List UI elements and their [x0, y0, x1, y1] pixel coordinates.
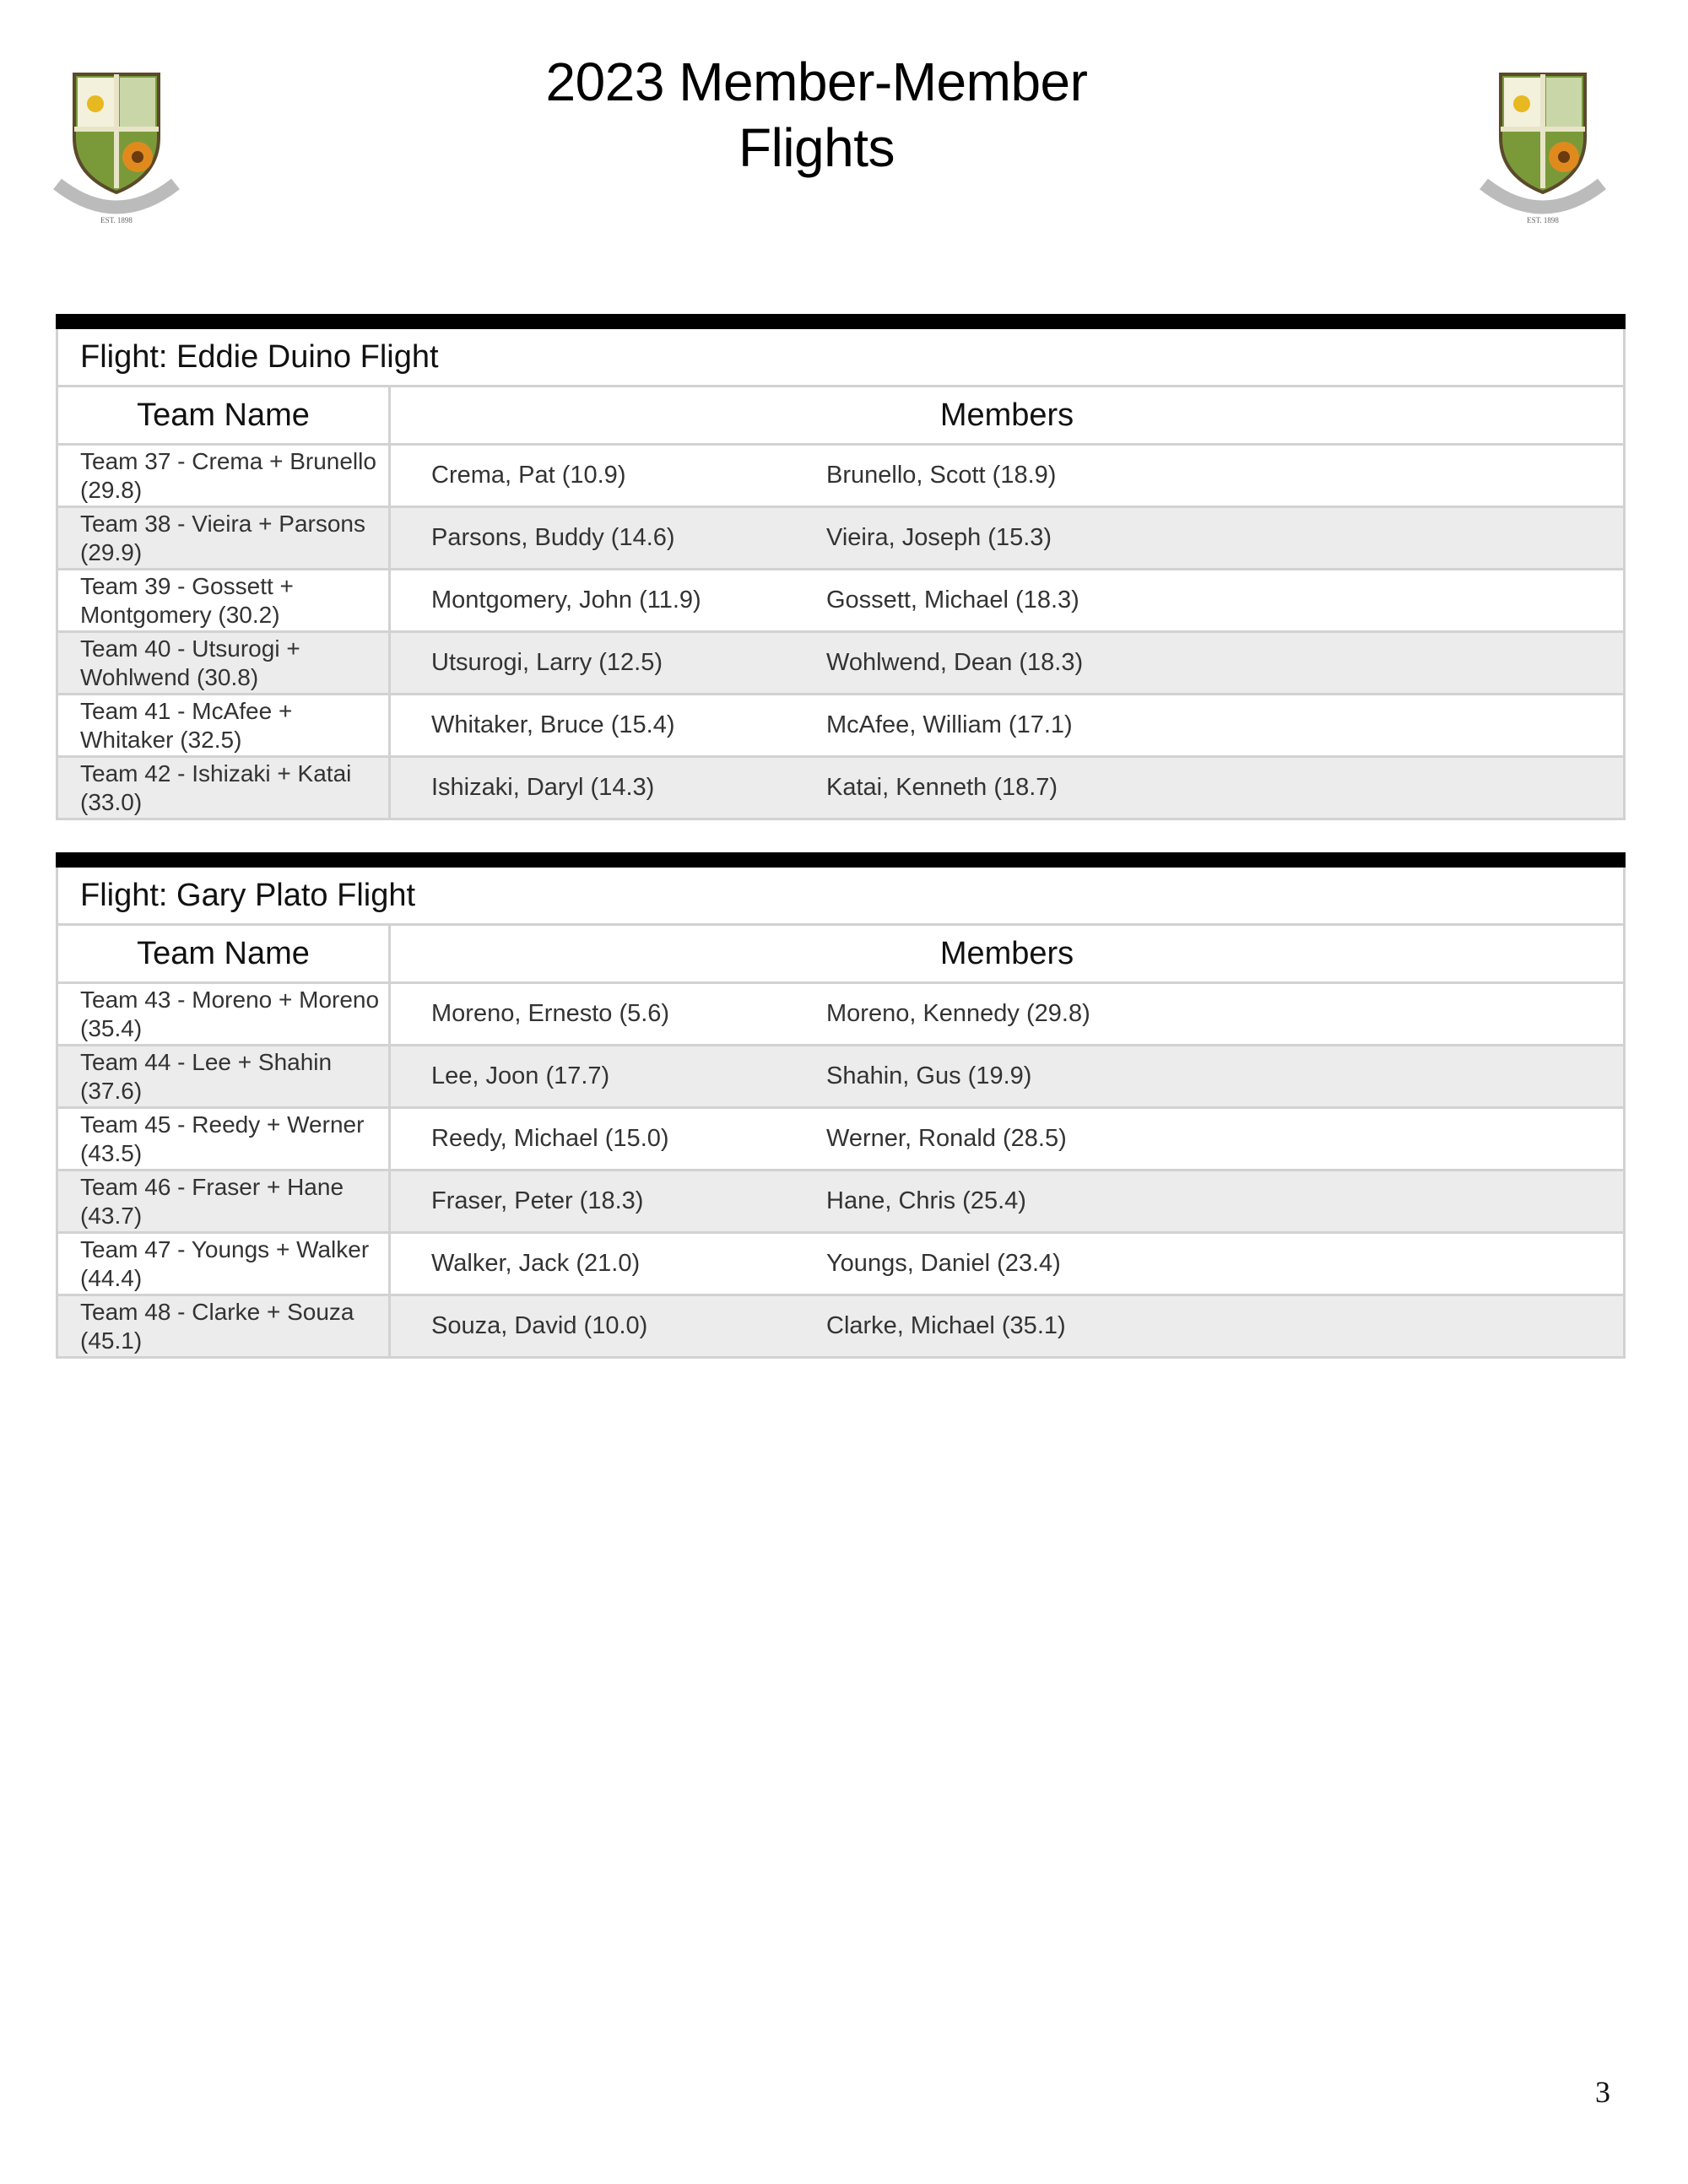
team-name: Team 39 - Gossett + Montgomery (30.2): [58, 570, 391, 630]
flight-table-eddie-duino: [56, 314, 1626, 820]
table-row: [58, 508, 1623, 570]
member-2: Gossett, Michael (18.3): [826, 587, 1079, 614]
member-1: Ishizaki, Daryl (14.3): [431, 774, 655, 801]
team-name: Team 38 - Vieira + Parsons (29.9): [58, 508, 391, 568]
crest-icon: [1475, 57, 1610, 233]
team-name: Team 47 - Youngs + Walker (44.4): [58, 1234, 391, 1294]
member-1: Fraser, Peter (18.3): [431, 1187, 644, 1214]
team-name-header: Team Name: [58, 926, 391, 981]
table-row: [58, 1046, 1623, 1109]
member-1: Whitaker, Bruce (15.4): [431, 711, 675, 738]
member-1: Montgomery, John (11.9): [431, 587, 701, 614]
flight-header-bar: [56, 314, 1626, 329]
member-2: McAfee, William (17.1): [826, 711, 1073, 738]
table-row: [58, 1171, 1623, 1234]
table-row: [58, 984, 1623, 1046]
member-2: Katai, Kenneth (18.7): [826, 774, 1058, 801]
table-row: [58, 1296, 1623, 1356]
svg-text:EST. 1898: EST. 1898: [100, 216, 133, 224]
table-row: [58, 758, 1623, 818]
page-title-line-2: Flights: [738, 117, 895, 178]
member-1: Lee, Joon (17.7): [431, 1062, 610, 1089]
flight-table-gary-plato: [56, 852, 1626, 1359]
table-row: [58, 446, 1623, 508]
member-2: Vieira, Joseph (15.3): [826, 524, 1052, 551]
team-name: Team 44 - Lee + Shahin (37.6): [58, 1046, 391, 1106]
flight-title: Flight: Gary Plato Flight: [58, 868, 1623, 926]
table-row: [58, 633, 1623, 695]
table-row: [58, 1234, 1623, 1296]
table-row: [58, 570, 1623, 633]
page-number: 3: [1595, 2075, 1610, 2109]
team-name: Team 41 - McAfee + Whitaker (32.5): [58, 695, 391, 755]
flight-title: Flight: Eddie Duino Flight: [58, 329, 1623, 387]
svg-text:EST. 1898: EST. 1898: [1527, 216, 1559, 224]
flight-box: [56, 868, 1626, 1359]
members-header: Members: [939, 397, 1074, 433]
member-2: Hane, Chris (25.4): [826, 1187, 1026, 1214]
members-header: Members: [939, 936, 1074, 971]
team-name: Team 48 - Clarke + Souza (45.1): [58, 1296, 391, 1356]
team-name: Team 42 - Ishizaki + Katai (33.0): [58, 758, 391, 818]
member-1: Parsons, Buddy (14.6): [431, 524, 675, 551]
team-name-header: Team Name: [58, 387, 391, 443]
team-name: Team 40 - Utsurogi + Wohlwend (30.8): [58, 633, 391, 693]
member-2: Youngs, Daniel (23.4): [826, 1250, 1061, 1277]
table-header: [58, 926, 1623, 984]
team-name: Team 43 - Moreno + Moreno (35.4): [58, 984, 391, 1044]
member-2: Werner, Ronald (28.5): [826, 1125, 1067, 1152]
table-row: [58, 1109, 1623, 1171]
team-name: Team 45 - Reedy + Werner (43.5): [58, 1109, 391, 1169]
member-1: Moreno, Ernesto (5.6): [431, 1000, 670, 1027]
member-2: Moreno, Kennedy (29.8): [826, 1000, 1090, 1027]
club-crest-right: [1475, 57, 1610, 233]
table-row: [58, 695, 1623, 758]
member-1: Souza, David (10.0): [431, 1312, 648, 1339]
member-1: Utsurogi, Larry (12.5): [431, 649, 663, 676]
club-crest-left: [49, 57, 184, 233]
team-name: Team 37 - Crema + Brunello (29.8): [58, 446, 391, 505]
member-2: Clarke, Michael (35.1): [826, 1312, 1066, 1339]
member-2: Wohlwend, Dean (18.3): [826, 649, 1084, 676]
team-name: Team 46 - Fraser + Hane (43.7): [58, 1171, 391, 1231]
member-2: Brunello, Scott (18.9): [826, 462, 1057, 489]
flight-box: [56, 329, 1626, 820]
member-1: Crema, Pat (10.9): [431, 462, 626, 489]
member-1: Walker, Jack (21.0): [431, 1250, 641, 1277]
page-title-line-1: 2023 Member-Member: [545, 51, 1088, 112]
member-2: Shahin, Gus (19.9): [826, 1062, 1032, 1089]
page-title: [422, 49, 1211, 181]
table-header: [58, 387, 1623, 446]
member-1: Reedy, Michael (15.0): [431, 1125, 669, 1152]
flight-header-bar: [56, 852, 1626, 868]
crest-icon: [49, 57, 184, 233]
